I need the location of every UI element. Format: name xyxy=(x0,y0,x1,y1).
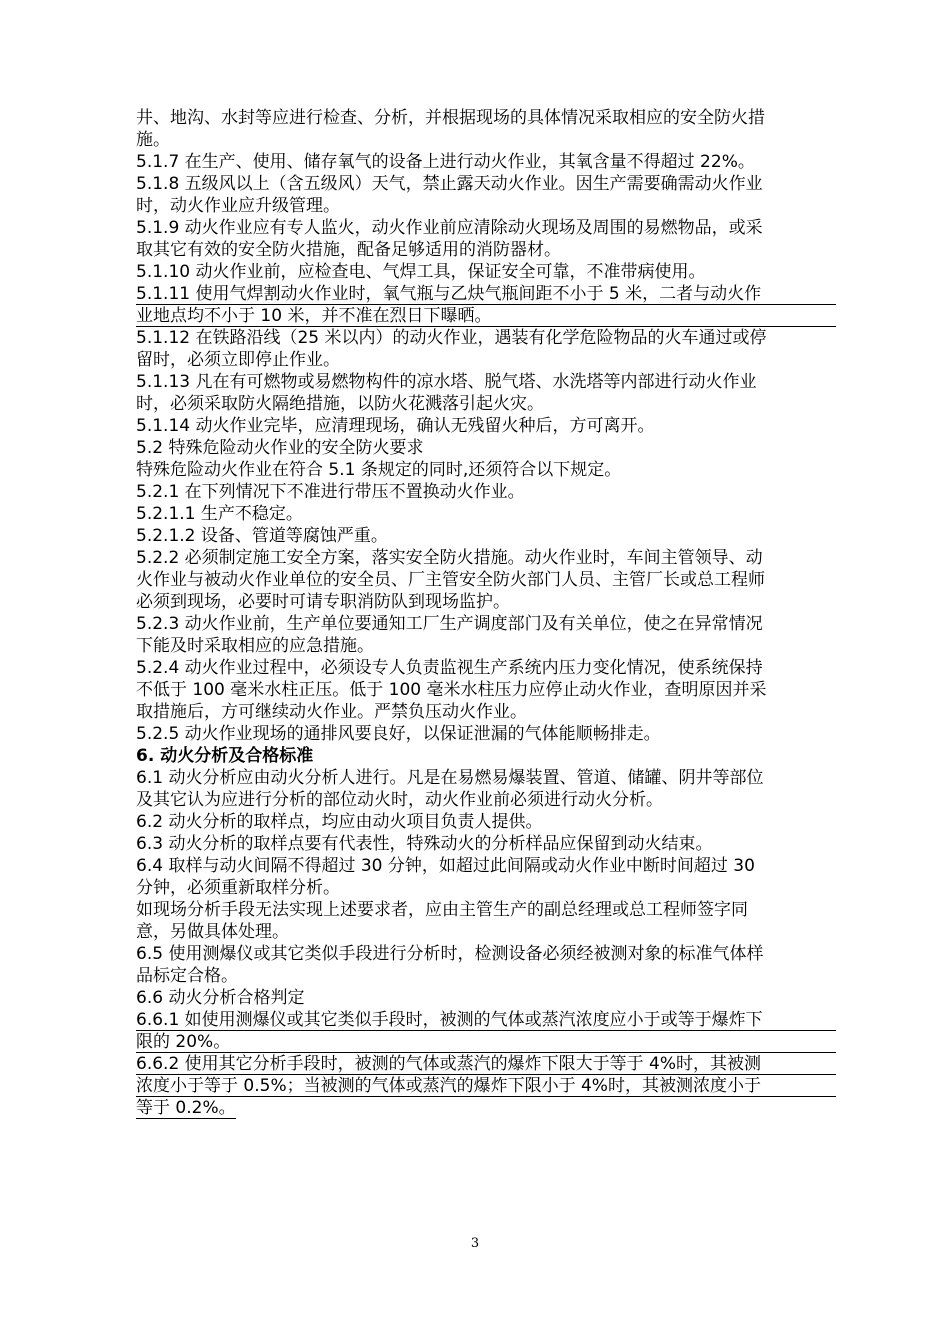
text-line: 5.1.9 动火作业应有专人监火，动火作业前应清除动火现场及周围的易燃物品，或采 xyxy=(136,218,763,238)
text-line: 5.1.13 凡在有可燃物或易燃物构件的凉水塔、脱气塔、水洗塔等内部进行动火作业 xyxy=(136,372,757,392)
text-line: 5.2.3 动火作业前，生产单位要通知工厂生产调度部门及有关单位，使之在异常情况 xyxy=(136,614,763,634)
text-line: 5.2.5 动火作业现场的通排风要良好，以保证泄漏的气体能顺畅排走。 xyxy=(136,724,661,744)
text-line: 5.2.4 动火作业过程中，必须设专人负责监视生产系统内压力变化情况，使系统保持 xyxy=(136,658,763,678)
text-line-underlined: 限的 20%。 xyxy=(136,1031,836,1053)
chapter-heading: 6. 动火分析及合格标准 xyxy=(136,746,314,766)
text-line: 火作业与被动火作业单位的安全员、厂主管安全防火部门人员、主管厂长或总工程师 xyxy=(136,570,765,590)
page-number: 3 xyxy=(470,1236,480,1251)
text-line: 5.2.1.2 设备、管道等腐蚀严重。 xyxy=(136,526,388,546)
text-line: 井、地沟、水封等应进行检查、分析，并根据现场的具体情况采取相应的安全防火措 xyxy=(136,108,765,128)
text-line: 5.1.8 五级风以上（含五级风）天气，禁止露天动火作业。因生产需要确需动火作业 xyxy=(136,174,763,194)
text-line: 6.2 动火分析的取样点，均应由动火项目负责人提供。 xyxy=(136,812,543,832)
text-line: 5.1.12 在铁路沿线（25 米以内）的动火作业，遇装有化学危险物品的火车通过或停 xyxy=(136,328,767,348)
text-line: 意，另做具体处理。 xyxy=(136,922,289,942)
text-line: 5.1.10 动火作业前，应检查电、气焊工具，保证安全可靠，不准带病使用。 xyxy=(136,262,706,282)
last-line-wrapper xyxy=(136,1097,836,1119)
text-line: 5.2.2 必须制定施工安全方案，落实安全防火措施。动火作业时，车间主管领导、动 xyxy=(136,548,763,568)
text-line: 不低于 100 毫米水柱正压。低于 100 毫米水柱压力应停止动火作业，查明原因并采 xyxy=(136,680,767,700)
text-line-underlined: 业地点均不小于 10 米，并不准在烈日下曝晒。 xyxy=(136,305,836,327)
section-heading: 6.6 动火分析合格判定 xyxy=(136,988,305,1008)
text-line: 5.2.1 在下列情况下不准进行带压不置换动火作业。 xyxy=(136,482,525,502)
text-line: 取措施后，方可继续动火作业。严禁负压动火作业。 xyxy=(136,702,527,722)
text-line: 6.3 动火分析的取样点要有代表性，特殊动火的分析样品应保留到动火结束。 xyxy=(136,834,713,854)
text-line: 5.2.1.1 生产不稳定。 xyxy=(136,504,303,524)
text-line-underlined: 浓度小于等于 0.5%；当被测的气体或蒸汽的爆炸下限小于 4%时，其被测浓度小于 xyxy=(136,1075,836,1097)
text-line: 6.4 取样与动火间隔不得超过 30 分钟，如超过此间隔或动火作业中断时间超过 30 xyxy=(136,856,755,876)
text-line: 特殊危险动火作业在符合 5.1 条规定的同时,还须符合以下规定。 xyxy=(136,460,622,480)
text-line: 及其它认为应进行分析的部位动火时，动火作业前必须进行动火分析。 xyxy=(136,790,663,810)
text-line: 取其它有效的安全防火措施，配备足够适用的消防器材。 xyxy=(136,240,561,260)
text-line: 下能及时采取相应的应急措施。 xyxy=(136,636,374,656)
text-line: 如现场分析手段无法实现上述要求者，应由主管生产的副总经理或总工程师签字同 xyxy=(136,900,748,920)
text-line-underlined: 6.6.1 如使用测爆仪或其它类似手段时，被测的气体或蒸汽浓度应小于或等于爆炸下 xyxy=(136,1009,836,1031)
text-line: 必须到现场，必要时可请专职消防队到现场监护。 xyxy=(136,592,510,612)
text-line: 5.1.14 动火作业完毕，应清理现场，确认无残留火种后，方可离开。 xyxy=(136,416,655,436)
text-line: 施。 xyxy=(136,130,170,150)
text-line: 5.1.7 在生产、使用、储存氧气的设备上进行动火作业，其氧含量不得超过 22%。 xyxy=(136,152,755,172)
text-line: 留时，必须立即停止作业。 xyxy=(136,350,340,370)
section-heading: 5.2 特殊危险动火作业的安全防火要求 xyxy=(136,438,424,458)
text-line: 6.1 动火分析应由动火分析人进行。凡是在易燃易爆装置、管道、储罐、阴井等部位 xyxy=(136,768,764,788)
text-line: 6.5 使用测爆仪或其它类似手段进行分析时，检测设备必须经被测对象的标准气体样 xyxy=(136,944,764,964)
text-line: 时，必须采取防火隔绝措施，以防火花溅落引起火灾。 xyxy=(136,394,544,414)
document-body xyxy=(136,107,836,1119)
text-line-underlined: 等于 0.2%。 xyxy=(136,1098,236,1118)
text-line: 时，动火作业应升级管理。 xyxy=(136,196,340,216)
text-line-underlined: 5.1.11 使用气焊割动火作业时，氧气瓶与乙炔气瓶间距不小于 5 米，二者与动火作 xyxy=(136,283,836,305)
text-line: 分钟，必须重新取样分析。 xyxy=(136,878,340,898)
text-line: 品标定合格。 xyxy=(136,966,238,986)
text-line-underlined: 6.6.2 使用其它分析手段时，被测的气体或蒸汽的爆炸下限大于等于 4%时，其被测 xyxy=(136,1053,836,1075)
